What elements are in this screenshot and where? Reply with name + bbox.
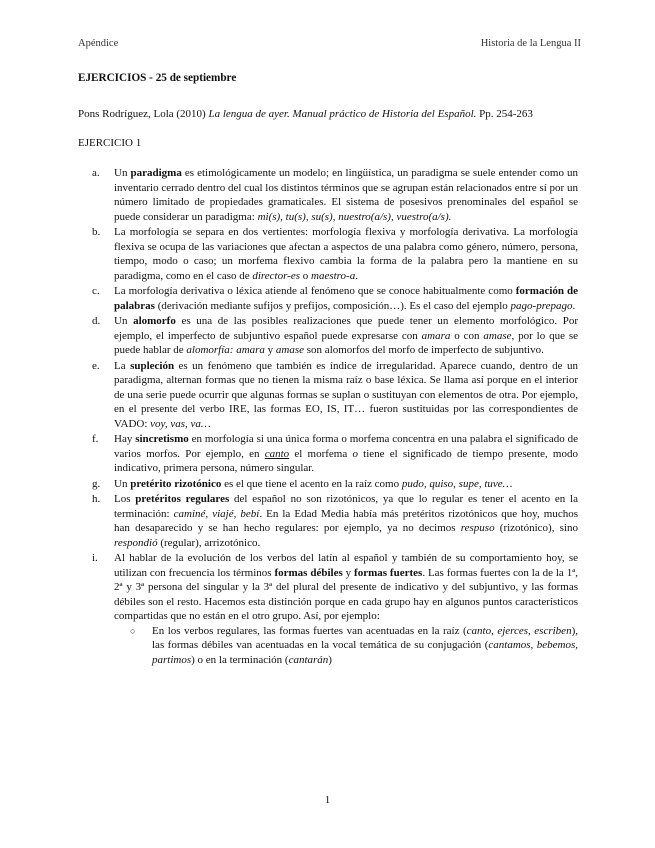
exercise-item — [78, 551, 578, 667]
text-run: (derivación mediante sufijos y prefijos, composición…). Es el caso del ejemplo — [154, 299, 511, 312]
text-run: , por lo que se puede hablar de — [114, 329, 579, 356]
exercise-item — [78, 314, 578, 358]
item-marker: h. — [92, 493, 101, 505]
sub-item-text — [152, 625, 578, 666]
text-run: Hay — [114, 433, 136, 445]
exercise-heading: EJERCICIO 1 — [78, 137, 142, 149]
exercise-item — [78, 225, 578, 283]
text-run: y — [342, 566, 355, 579]
exercise-item — [78, 359, 578, 432]
text-run: o con — [450, 329, 484, 342]
italic-example: amase — [483, 329, 512, 342]
item-marker: f. — [92, 433, 99, 445]
bold-term: paradigma — [130, 167, 182, 179]
item-text — [114, 433, 578, 474]
exercise-item — [78, 477, 578, 492]
italic-example: canto, ejerces, escriben — [466, 624, 572, 637]
text-run: el morfema — [289, 447, 353, 460]
italic-example: director-es — [252, 269, 300, 282]
text-run: es una de las posibles realizaciones que puede tener un elemento morfológico. Por ejemplo, el imperfecto de subjuntivo español puede expresarse con — [114, 315, 578, 342]
header-left: Apéndice — [78, 38, 119, 49]
text-run: . — [572, 299, 576, 312]
text-run: . En la Edad Media había más pretéritos rizotónicos que hoy, muchos han desaparecido y se han hecho regulares: por ejemplo, ya no decimos — [114, 507, 578, 534]
italic-example: pago-prepago — [510, 299, 573, 312]
item-text — [114, 360, 578, 430]
bold-term: formación de palabras — [114, 285, 579, 312]
bold-term: pretérito rizotónico — [130, 477, 222, 490]
item-marker: e. — [92, 359, 100, 372]
text-run: La — [114, 359, 131, 372]
sub-list — [114, 624, 578, 668]
text-run: En los verbos regulares, las formas fuertes van acentuadas en la raíz ( — [152, 624, 467, 637]
italic-example: cantarán — [288, 653, 329, 666]
text-run: ), las formas débiles van acentuadas en la vocal temática de su conjugación ( — [152, 624, 578, 651]
text-run: del español no son rizotónicos, ya que lo regular es tener el acento en la terminación: — [114, 493, 578, 520]
italic-example: caminé, viajé, bebí — [173, 507, 260, 520]
item-text — [114, 493, 578, 549]
text-run: Un — [114, 315, 134, 327]
item-text — [114, 285, 578, 312]
text-run: . — [355, 269, 358, 282]
exercise-item — [78, 166, 578, 224]
italic-example: amara — [421, 329, 451, 342]
italic-example: o — [352, 447, 358, 460]
italic-example: pudo, quiso, supe, tuve… — [401, 477, 513, 490]
italic-example: respondió — [114, 536, 158, 549]
item-marker: c. — [92, 285, 100, 297]
header-right: Historia de la Lengua II — [480, 38, 581, 49]
italic-example: cantamos, bebemos, partimos — [152, 639, 578, 666]
exercise-item — [78, 432, 578, 476]
item-text — [114, 167, 578, 223]
bold-term: formas débiles — [274, 566, 343, 579]
exercise-item — [78, 492, 578, 550]
item-marker: a. — [92, 167, 100, 179]
exercise-items-list — [78, 166, 578, 667]
reference-book-title: La lengua de ayer. Manual práctico de Historia del Español. — [208, 108, 477, 120]
page-number: 1 — [324, 794, 331, 806]
text-run: en morfología si una única forma o morfema concentra en una palabra el significado de varios morfos. Por ejemplo, en — [114, 433, 578, 460]
item-marker: b. — [92, 226, 101, 238]
bold-term: sincretismo — [135, 433, 189, 445]
text-run: (rizotónico), sino — [494, 522, 579, 534]
text-run: ) o en la terminación ( — [191, 653, 289, 666]
sub-list-item — [114, 624, 578, 668]
text-run: La morfología derivativa o léxica atiende al fenómeno que se conoce habitualmente como — [114, 285, 516, 297]
item-marker: d. — [92, 315, 101, 327]
text-run: La morfología se separa en dos vertientes: morfología flexiva y morfología derivativa. La morfología flexiva se ocupa de las variaciones que afectan a aspectos de una palabra como género, número, persona, tiempo, modo o caso; un morfema flexivo cambia la forma de la palabra pero la mantiene en su paradigma, como en el caso de — [114, 226, 578, 282]
text-run: y — [264, 344, 276, 356]
italic-example: respuso — [460, 522, 495, 534]
italic-example: canto — [264, 447, 290, 460]
text-run: Un — [114, 167, 131, 179]
italic-example: maestro-a — [311, 269, 356, 282]
document-body — [78, 72, 578, 668]
hollow-bullet-icon: ○ — [130, 625, 136, 636]
item-text — [114, 478, 512, 490]
text-run: Al hablar de la evolución de los verbos del latín al español y también de su comportamiento hoy, se utilizan con frecuencia los términos — [114, 552, 578, 579]
bibliographic-reference — [78, 108, 578, 120]
reference-pages: Pp. 254-263 — [476, 108, 533, 120]
text-run: es etimológicamente un modelo; en lingüística, un paradigma se suele entender como un inventario cerrado dentro del cual los distintos términos que se agrupan están relacionados entre sí por un número limitado de propiedades gramaticales. El sistema de posesivos prenominales del español se puede considerar un paradigma: — [114, 167, 578, 223]
page-title: EJERCICIOS - 25 de septiembre — [78, 72, 237, 84]
bold-term: formas fuertes — [354, 566, 423, 579]
text-run: (regular), arrizotónico. — [157, 536, 261, 549]
text-run: . Las formas fuertes con la de la 1ª, 2ª y 3ª persona del singular y la 3ª del plural del presente de indicativo y del subjuntivo, y las formas débiles son el resto. Hacemos esta distinción porque en cada grupo hay en algunos puntos característicos compartidas que no están en el otro grupo. Así, por ejemplo: — [114, 566, 578, 622]
italic-example: alomorfía: amara — [186, 344, 265, 356]
italic-example: mi(s), tu(s), su(s), nuestro(a/s), vuestro(a/s). — [257, 210, 452, 223]
text-run: Los — [114, 493, 136, 505]
text-run: Un — [114, 477, 131, 490]
text-run: o — [300, 269, 311, 282]
item-text — [114, 552, 578, 622]
italic-example: amase — [275, 344, 305, 356]
reference-authors: Pons Rodríguez, Lola (2010) — [78, 108, 209, 120]
text-run: es el que tiene el acento en la raíz como — [221, 477, 402, 490]
text-run: son alomorfos del morfo de imperfecto de subjuntivo. — [304, 344, 544, 356]
italic-example: voy, vas, va… — [150, 417, 211, 430]
text-run: es un fenómeno que también es índice de irregularidad. Aparece cuando, dentro de un paradigma, alternan formas que no tienen la misma raíz o base léxica. Se llama así porque en el interior de una serie puede ocurrir que algunas formas se suplan o sustituyan con elementos de otra. Por ejemplo, en el presente del verbo IRE, las formas EO, IS, IT… fueron sustituidas por las correspondientes de VADO: — [114, 359, 578, 430]
item-text — [114, 226, 578, 282]
bold-term: alomorfo — [133, 315, 176, 327]
bold-term: supleción — [130, 359, 175, 372]
exercise-item — [78, 284, 578, 313]
item-marker: g. — [92, 477, 101, 490]
text-run: ) — [328, 653, 332, 666]
bold-term: pretéritos regulares — [135, 493, 230, 505]
item-marker: i. — [92, 552, 98, 564]
text-run: tiene el significado de tiempo presente, modo indicativo, primera persona, número singular. — [114, 447, 578, 474]
item-text — [114, 315, 578, 356]
